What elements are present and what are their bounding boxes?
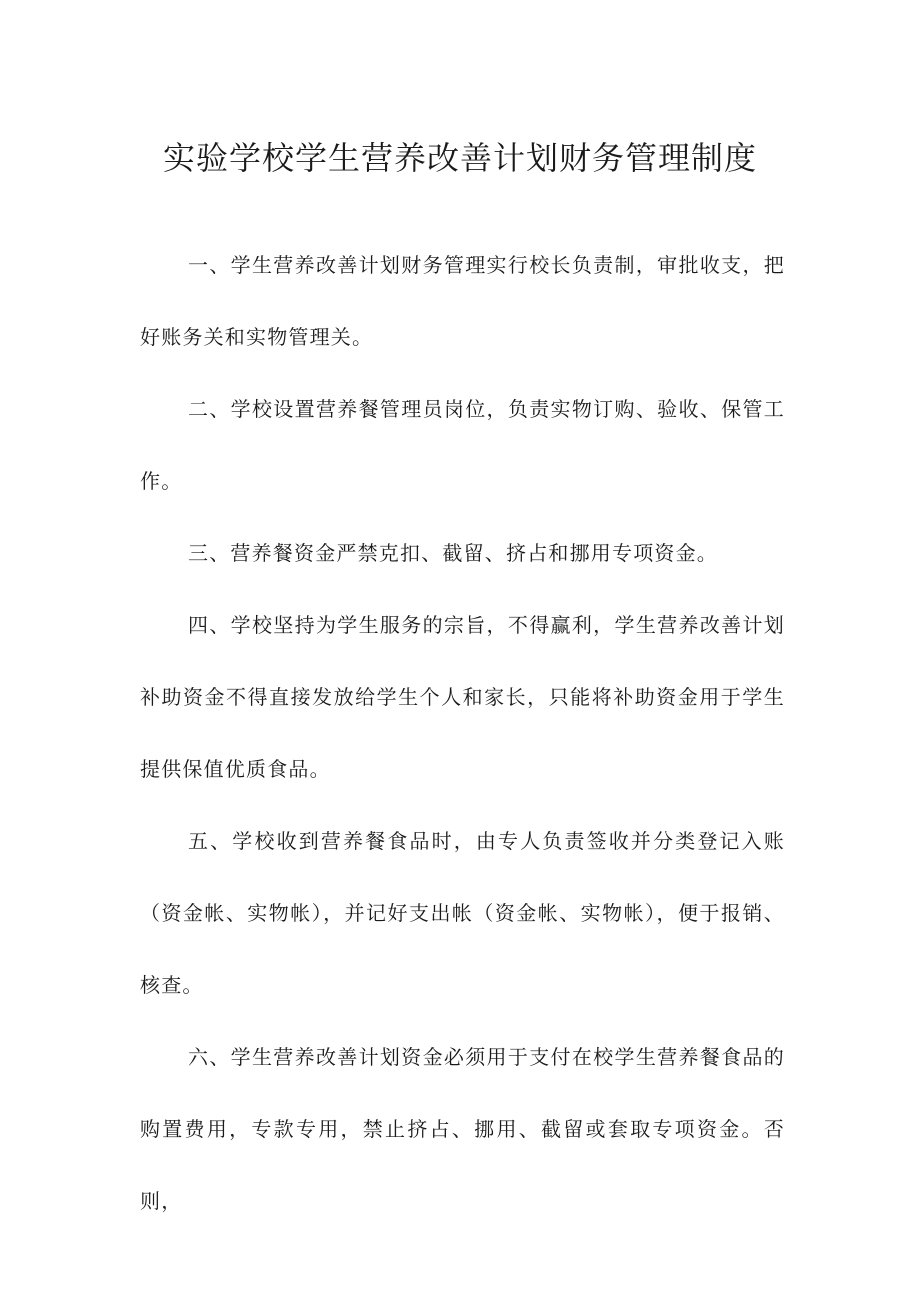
paragraph-2: 二、学校设置营养餐管理员岗位，负责实物订购、验收、保管工作。 <box>140 397 785 493</box>
document-title: 实验学校学生营养改善计划财务管理制度 <box>162 139 757 177</box>
paragraph-1: 一、学生营养改善计划财务管理实行校长负责制，审批收支，把好账务关和实物管理关。 <box>140 253 785 349</box>
document-body <box>140 229 785 1237</box>
paragraph-6: 六、学生营养改善计划资金必须用于支付在校学生营养餐食品的购置费用，专款专用，禁止挤占、挪用、截留或套取专项资金。否则， <box>140 1045 785 1213</box>
paragraph-4: 四、学校坚持为学生服务的宗旨，不得赢利，学生营养改善计划补助资金不得直接发放给学生个人和家长，只能将补助资金用于学生提供保值优质食品。 <box>140 613 785 781</box>
paragraph-5: 五、学校收到营养餐食品时，由专人负责签收并分类登记入账（资金帐、实物帐），并记好支出帐（资金帐、实物帐），便于报销、核查。 <box>140 829 785 997</box>
paragraph-3: 三、营养餐资金严禁克扣、截留、挤占和挪用专项资金。 <box>188 541 718 565</box>
